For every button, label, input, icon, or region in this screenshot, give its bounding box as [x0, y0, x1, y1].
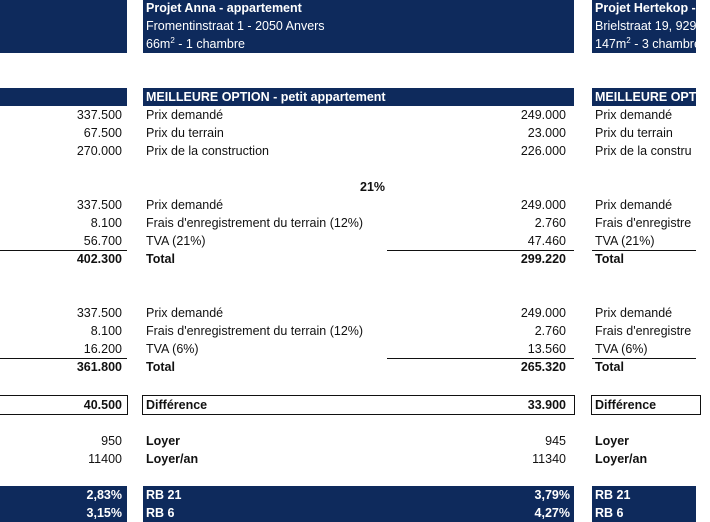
- col-a-s21-total: 402.300: [76, 252, 122, 266]
- col-a-prix-demande: 337.500: [76, 108, 122, 122]
- col-a-s21-prix: 337.500: [76, 198, 122, 212]
- label-s21-prix: Prix demandé: [146, 198, 224, 212]
- col-b-s6-prix: 249.000: [520, 306, 566, 320]
- label-s21-tva-right: TVA (21%): [595, 234, 655, 248]
- col-a-prix-construction: 270.000: [76, 144, 122, 158]
- label-s21-frais-right: Frais d'enregistre: [595, 216, 692, 230]
- label-loyer-right: Loyer: [595, 434, 630, 448]
- label-prix-demande-right: Prix demandé: [595, 108, 673, 122]
- section-title-best-right: MEILLEURE OPTIO: [595, 90, 710, 104]
- col-a-rb21: 2,83%: [86, 488, 122, 502]
- col-b-prix-demande: 249.000: [520, 108, 566, 122]
- col-a-s6-tva: 16.200: [83, 342, 122, 356]
- col-a-prix-terrain: 67.500: [83, 126, 122, 140]
- col-a-s21-frais: 8.100: [90, 216, 122, 230]
- label-s6-total-right: Total: [595, 360, 624, 374]
- col-a-s6-frais: 8.100: [90, 324, 122, 338]
- label-prix-terrain: Prix du terrain: [146, 126, 224, 140]
- label-difference-right: Différence: [595, 398, 657, 412]
- label-loyer-an-right: Loyer/an: [595, 452, 648, 466]
- label-prix-terrain-right: Prix du terrain: [595, 126, 673, 140]
- col-b-s6-frais: 2.760: [534, 324, 566, 338]
- label-prix-construction-right: Prix de la constru: [595, 144, 692, 158]
- col-b-s6-total: 265.320: [520, 360, 566, 374]
- col-b-rb6: 4,27%: [534, 506, 570, 520]
- col-a-s6-total: 361.800: [76, 360, 122, 374]
- col-a-difference: 40.500: [83, 398, 122, 412]
- label-s6-prix-right: Prix demandé: [595, 306, 673, 320]
- col-b-s21-tva: 47.460: [527, 234, 566, 248]
- col-b-s21-total: 299.220: [520, 252, 566, 266]
- label-s21-prix-right: Prix demandé: [595, 198, 673, 212]
- label-difference: Différence: [146, 398, 208, 412]
- col-b-prix-construction: 226.000: [520, 144, 566, 158]
- rate-header: 21%: [360, 180, 386, 194]
- col-b-rb21: 3,79%: [534, 488, 570, 502]
- col-a-loyer: 950: [101, 434, 122, 448]
- label-s6-frais: Frais d'enregistrement du terrain (12%): [146, 324, 364, 338]
- project-hertekop-area: $147m^2 - 3$ chambre: [595, 36, 701, 51]
- label-s21-tva: TVA (21%): [146, 234, 206, 248]
- col-b-s6-tva: 13.560: [527, 342, 566, 356]
- project-anna-title: Projet Anna - appartement: [146, 1, 302, 15]
- label-s6-total: Total: [146, 360, 175, 374]
- col-b-loyer-an: 11340: [532, 452, 566, 466]
- label-rb21: RB 21: [146, 488, 182, 502]
- label-rb21-right: RB 21: [595, 488, 631, 502]
- label-prix-demande: Prix demandé: [146, 108, 224, 122]
- col-a-rb6: 3,15%: [86, 506, 122, 520]
- label-s6-tva-right: TVA (6%): [595, 342, 648, 356]
- col-b-s21-prix: 249.000: [520, 198, 566, 212]
- col-a-s6-prix: 337.500: [76, 306, 122, 320]
- project-hertekop-title: Projet Hertekop -: [595, 1, 696, 15]
- label-s21-total: Total: [146, 252, 175, 266]
- label-s6-tva: TVA (6%): [146, 342, 199, 356]
- label-s6-prix: Prix demandé: [146, 306, 224, 320]
- label-rb6-right: RB 6: [595, 506, 624, 520]
- header-band-left: [0, 0, 127, 53]
- col-b-loyer: 945: [545, 434, 566, 448]
- project-hertekop-address: Brielstraat 19, 929: [595, 19, 697, 33]
- label-loyer-an: Loyer/an: [146, 452, 199, 466]
- label-s6-frais-right: Frais d'enregistre: [595, 324, 692, 338]
- label-prix-construction: Prix de la construction: [146, 144, 269, 158]
- col-b-s21-frais: 2.760: [534, 216, 566, 230]
- label-loyer: Loyer: [146, 434, 181, 448]
- section-band-left: [0, 88, 127, 106]
- col-a-s21-tva: 56.700: [83, 234, 122, 248]
- label-rb6: RB 6: [146, 506, 175, 520]
- label-s21-frais: Frais d'enregistrement du terrain (12%): [146, 216, 364, 230]
- section-title-best-small: MEILLEURE OPTION - petit appartement: [146, 90, 386, 104]
- col-b-difference: 33.900: [527, 398, 566, 412]
- label-s21-total-right: Total: [595, 252, 624, 266]
- col-b-prix-terrain: 23.000: [527, 126, 566, 140]
- project-anna-area: $66m^2 - 1$ chambre: [146, 36, 245, 51]
- col-a-loyer-an: 11400: [88, 452, 122, 466]
- project-anna-address: Fromentinstraat 1 - 2050 Anvers: [146, 19, 325, 33]
